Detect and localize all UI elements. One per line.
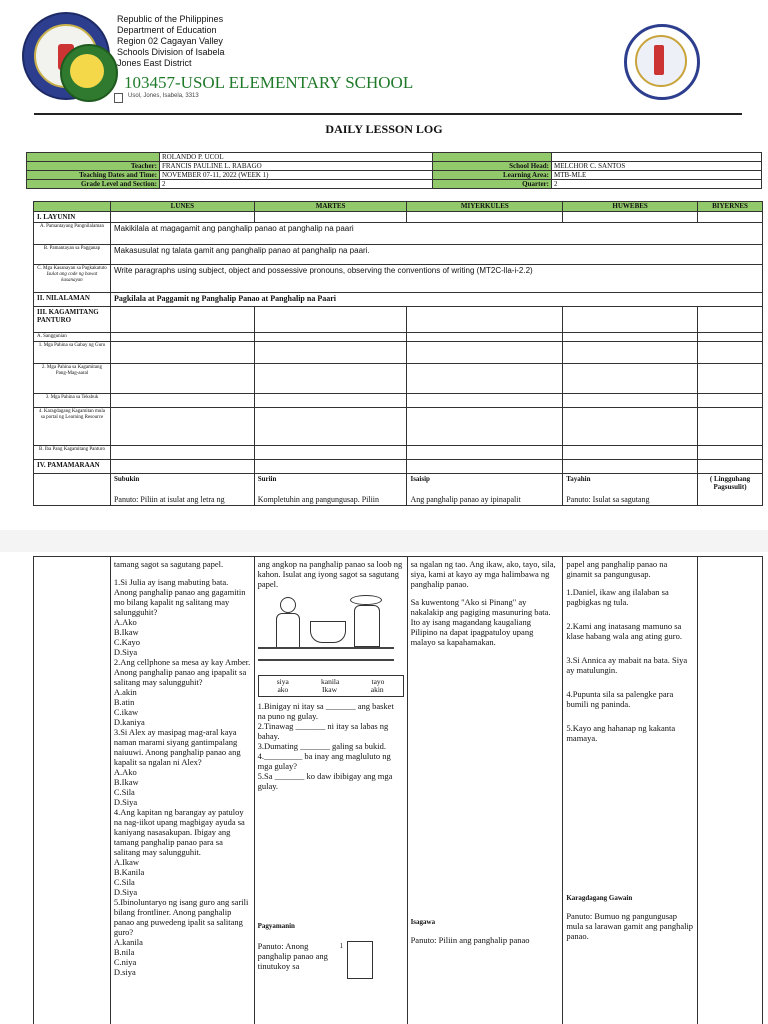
quarter-label: Quarter: xyxy=(433,180,552,189)
pamantayang-text: Makikilala at magagamit ang panghalip panao at panghalip na paari xyxy=(110,223,762,245)
teacher-label: Teacher: xyxy=(27,162,160,171)
tayahin-cell xyxy=(563,474,698,506)
question-2: 2.Ang cellphone sa mesa ay kay Amber. Anong panghalip panao ang ipapalit sa salitang may salungguhit? xyxy=(113,657,251,687)
choice: A.Ako xyxy=(113,767,137,777)
fill-in-item: 3.Dumating _______ galing sa bukid. xyxy=(257,741,387,751)
word-option: akin xyxy=(370,685,384,694)
suriin-cell xyxy=(254,474,407,506)
gabay-label: 1. Mga Pahina sa Gabay ng Guro xyxy=(34,342,111,364)
isaisip-cell xyxy=(407,474,563,506)
page-gap xyxy=(0,530,768,552)
day-header-lunes: LUNES xyxy=(110,202,254,212)
iba-pang-kagamitan-label: B. Iba Pang Kagamitang Panturo xyxy=(34,446,111,460)
school-head-label: School Head: xyxy=(433,162,552,171)
subukin-cell xyxy=(110,474,254,506)
word-box xyxy=(258,675,404,697)
suriin-start: Kompletuhin ang pangungusap. Piliin xyxy=(257,495,380,504)
day-header-miyerkules: MIYERKULES xyxy=(407,202,563,212)
school-seal-icon xyxy=(60,44,118,102)
header-line-2: Department of Education xyxy=(117,25,217,35)
learning-area-label: Learning Area: xyxy=(433,171,552,180)
choice: A.Ako xyxy=(113,617,137,627)
suriin-heading: Suriin xyxy=(257,475,277,483)
isagawa-text: Panuto: Piliin ang panghalip panao xyxy=(410,935,530,945)
grade-label: Grade Level and Section: xyxy=(27,180,160,189)
question-3: 3.Si Alex ay masipag mag-aral kaya naman marami siyang gantimpalang naiuuwi. Anong panghalip panao ang kapalit sa ngalan ni Alex? xyxy=(113,727,241,767)
day-header-biyernes: BIYERNES xyxy=(698,202,763,212)
tayahin-text: papel ang panghalip panao na ginamit sa pangungusap. xyxy=(566,559,668,579)
pagyamanin-text: Panuto: Anong panghalip panao ang tinutukoy sa xyxy=(257,941,328,971)
dates-label: Teaching Dates and Time: xyxy=(27,171,160,180)
nilalaman-text: Pagkilala at Paggamit ng Panghalip Panao at Panghalip na Paari xyxy=(110,293,762,307)
choice: C.niya xyxy=(113,957,137,967)
choice: D.siya xyxy=(113,967,136,977)
word-option: siya xyxy=(276,677,289,686)
header-line-5: Jones East District xyxy=(117,58,192,68)
division-seal-icon xyxy=(624,24,700,100)
learning-area: MTB-MLE xyxy=(552,171,762,180)
school-head-label-blank xyxy=(433,153,552,162)
fill-in-item: 1.Binigay ni itay sa _______ ang basket na puno ng gulay. xyxy=(257,701,394,721)
isaisip-text: sa ngalan ng tao. Ang ikaw, ako, tayo, sila, siya, kami at kayo ay mga halimbawa ng panghalip panao. xyxy=(410,559,556,589)
choice: C.Sila xyxy=(113,877,135,887)
pagyamanin-heading: Pagyamanin xyxy=(257,922,295,930)
grade-level: 2 xyxy=(160,180,433,189)
word-option: tayo xyxy=(371,677,385,686)
choice: B.nila xyxy=(113,947,135,957)
karagdagang-text: Panuto: Bumuo ng pangungusap mula sa larawan gamit ang panghalip panao. xyxy=(566,911,694,941)
tayahin-continued xyxy=(563,557,698,1024)
biyernes-continued xyxy=(698,557,763,1024)
pamamaraan-heading: IV. PAMAMARAAN xyxy=(34,460,111,474)
teksbuk-label: 3. Mga Pahina sa Teksbuk xyxy=(34,394,111,408)
day-header-martes: MARTES xyxy=(254,202,407,212)
kagamitang-pang-mag-aaral-label: 2. Mga Pahina sa Kagamitang Pang-Mag-aaral xyxy=(34,364,111,394)
isaisip-heading: Isaisip xyxy=(410,475,430,483)
karagdagang-heading: Karagdagang Gawain xyxy=(566,894,633,902)
teacher-label xyxy=(27,153,160,162)
tayahin-item: 5.Kayo ang hahanap ng kakanta mamaya. xyxy=(566,723,676,743)
choice: D.kaniya xyxy=(113,717,145,727)
fill-in-item: 2.Tinawag _______ ni itay sa labas ng bahay. xyxy=(257,721,389,741)
kasanayan-label xyxy=(34,265,111,293)
subukin-start: Panuto: Piliin at isulat ang letra ng xyxy=(113,495,225,504)
choice: C.Kayo xyxy=(113,637,141,647)
pamantayang-label: A. Pamantayang Pangnilalaman xyxy=(34,223,111,245)
kasanayan-label-text: C. Mga Kasanayan sa Pagkakatuto xyxy=(37,266,107,271)
choice: B.Ikaw xyxy=(113,627,139,637)
sanggunian-label: A. Sanggunian xyxy=(34,333,111,342)
school-name: 103457-USOL ELEMENTARY SCHOOL xyxy=(124,73,414,92)
choice: A.kanila xyxy=(113,937,143,947)
choice: B.Ikaw xyxy=(113,777,139,787)
question-4: 4.Ang kapitan ng barangay ay patuloy na nag-iikot upang magbigay ayuda sa kaniyang nasasakupan. Ibigay ang tamang panghalip panao para sa salitang may salungguhit. xyxy=(113,807,245,857)
tayahin-item: 2.Kami ang inatasang mamuno sa klase habang wala ang ating guro. xyxy=(566,621,682,641)
question-5: 5.Ibinoluntaryo ng isang guro ang sarili bilang frontliner. Anong panghalip panao ang puwedeng ipalit sa salitang guro? xyxy=(113,897,249,937)
page-two xyxy=(0,552,768,1024)
lingguhan-heading: ( Lingguhang Pagsusulit) xyxy=(698,474,763,506)
kagamitan-heading: III. KAGAMITANG PANTURO xyxy=(34,307,111,333)
layunin-heading: I. LAYUNIN xyxy=(34,212,111,223)
info-table xyxy=(26,152,762,189)
kasanayan-note: Isulat ang code ng bawat kasanayan xyxy=(46,272,98,283)
header-rule xyxy=(34,113,742,115)
word-option: Ikaw xyxy=(322,685,338,694)
subukin-heading: Subukin xyxy=(113,475,140,483)
tayahin-item: 4.Pupunta sila sa palengke para bumili ng paninda. xyxy=(566,689,674,709)
suriin-intro: ang angkop na panghalip panao sa loob ng kahon. Isulat ang iyong sagot sa sagutang papel. xyxy=(257,559,403,589)
blank-cell xyxy=(552,153,762,162)
isaisip-continued xyxy=(407,557,563,1024)
choice: B.Kanila xyxy=(113,867,145,877)
child-picture-icon xyxy=(347,941,373,979)
header-line-1: Republic of the Philippines xyxy=(117,14,224,24)
word-option: ako xyxy=(277,685,289,694)
quarter: 2 xyxy=(552,180,762,189)
word-option: kanila xyxy=(320,677,340,686)
choice: C.Sila xyxy=(113,787,135,797)
choice: D.Siya xyxy=(113,647,138,657)
tayahin-heading: Tayahin xyxy=(566,475,591,483)
kasanayan-text: Write paragraphs using subject, object and possessive pronouns, observing the conventions of writing (MT2C-lla-i-2.2) xyxy=(110,265,762,293)
lesson-table xyxy=(33,201,763,506)
karagdagang-kagamitan-label: 4. Karagdagang Kagamitan mula sa portal ng Learning Resource xyxy=(34,408,111,446)
day-header-huwebes: HUWEBES xyxy=(563,202,698,212)
suriin-continued xyxy=(254,557,407,1024)
tayahin-item: 1.Daniel, ikaw ang ilalaban sa pagbigkas ng tula. xyxy=(566,587,669,607)
nilalaman-heading: II. NILALAMAN xyxy=(34,293,111,307)
tayahin-item: 3.Si Annica ay mabait na bata. Siya ay matulungin. xyxy=(566,655,688,675)
isagawa-heading: Isagawa xyxy=(410,918,436,926)
school-address: Usol, Jones, Isabela, 3313 xyxy=(128,93,199,99)
continuation-table xyxy=(33,556,763,1024)
header-line-4: Schools Division of Isabela xyxy=(117,47,225,57)
isaisip-start: Ang panghalip panao ay ipinapalit xyxy=(410,495,521,504)
teaching-dates: NOVEMBER 07-11, 2022 (WEEK 1) xyxy=(160,171,433,180)
school-head: MELCHOR C. SANTOS xyxy=(552,162,762,171)
choice: D.Siya xyxy=(113,887,138,897)
choice: D.Siya xyxy=(113,797,138,807)
teacher-1: ROLANDO P. UCOL xyxy=(160,153,433,162)
farm-illustration-icon xyxy=(258,591,394,671)
subukin-line: tamang sagot sa sagutang papel. xyxy=(113,559,224,569)
choice: B.atin xyxy=(113,697,135,707)
teacher-2: FRANCIS PAULINE L. RABAGO xyxy=(160,162,433,171)
pagganap-text: Makasusulat ng talata gamit ang panghalip panao at panghalip na paari. xyxy=(110,245,762,265)
corner-cell xyxy=(34,202,111,212)
location-icon xyxy=(114,93,123,103)
header-line-3: Region 02 Cagayan Valley xyxy=(117,36,223,46)
document-title: DAILY LESSON LOG xyxy=(325,122,443,136)
choice: A.Ikaw xyxy=(113,857,140,867)
fill-in-item: 4._________ ba inay ang magluluto ng mga gulay? xyxy=(257,751,391,771)
picture-number: 1 xyxy=(339,942,344,950)
choice: C.ikaw xyxy=(113,707,139,717)
choice: A.akin xyxy=(113,687,137,697)
fill-in-item: 5.Sa _______ ko daw ibibigay ang mga gulay. xyxy=(257,771,393,791)
isaisip-story: Sa kuwentong "Ako si Pinang" ay nakalakip ang pagiging masunuring bata. Ito ay isang magandang kaugaliang Pilipino na dapat ipagpatuloy upang malayo sa kapahamakan. xyxy=(410,597,551,647)
question-1: 1.Si Julia ay isang mabuting bata. Anong panghalip panao ang gagamitin mo bilang kapalit ng salitang may salungguhit? xyxy=(113,577,246,617)
subukin-continued xyxy=(110,557,254,1024)
tayahin-start: Panuto: Isulat sa sagutang xyxy=(566,495,650,504)
pagganap-label: B. Pamantayan sa Pagganap xyxy=(34,245,111,265)
